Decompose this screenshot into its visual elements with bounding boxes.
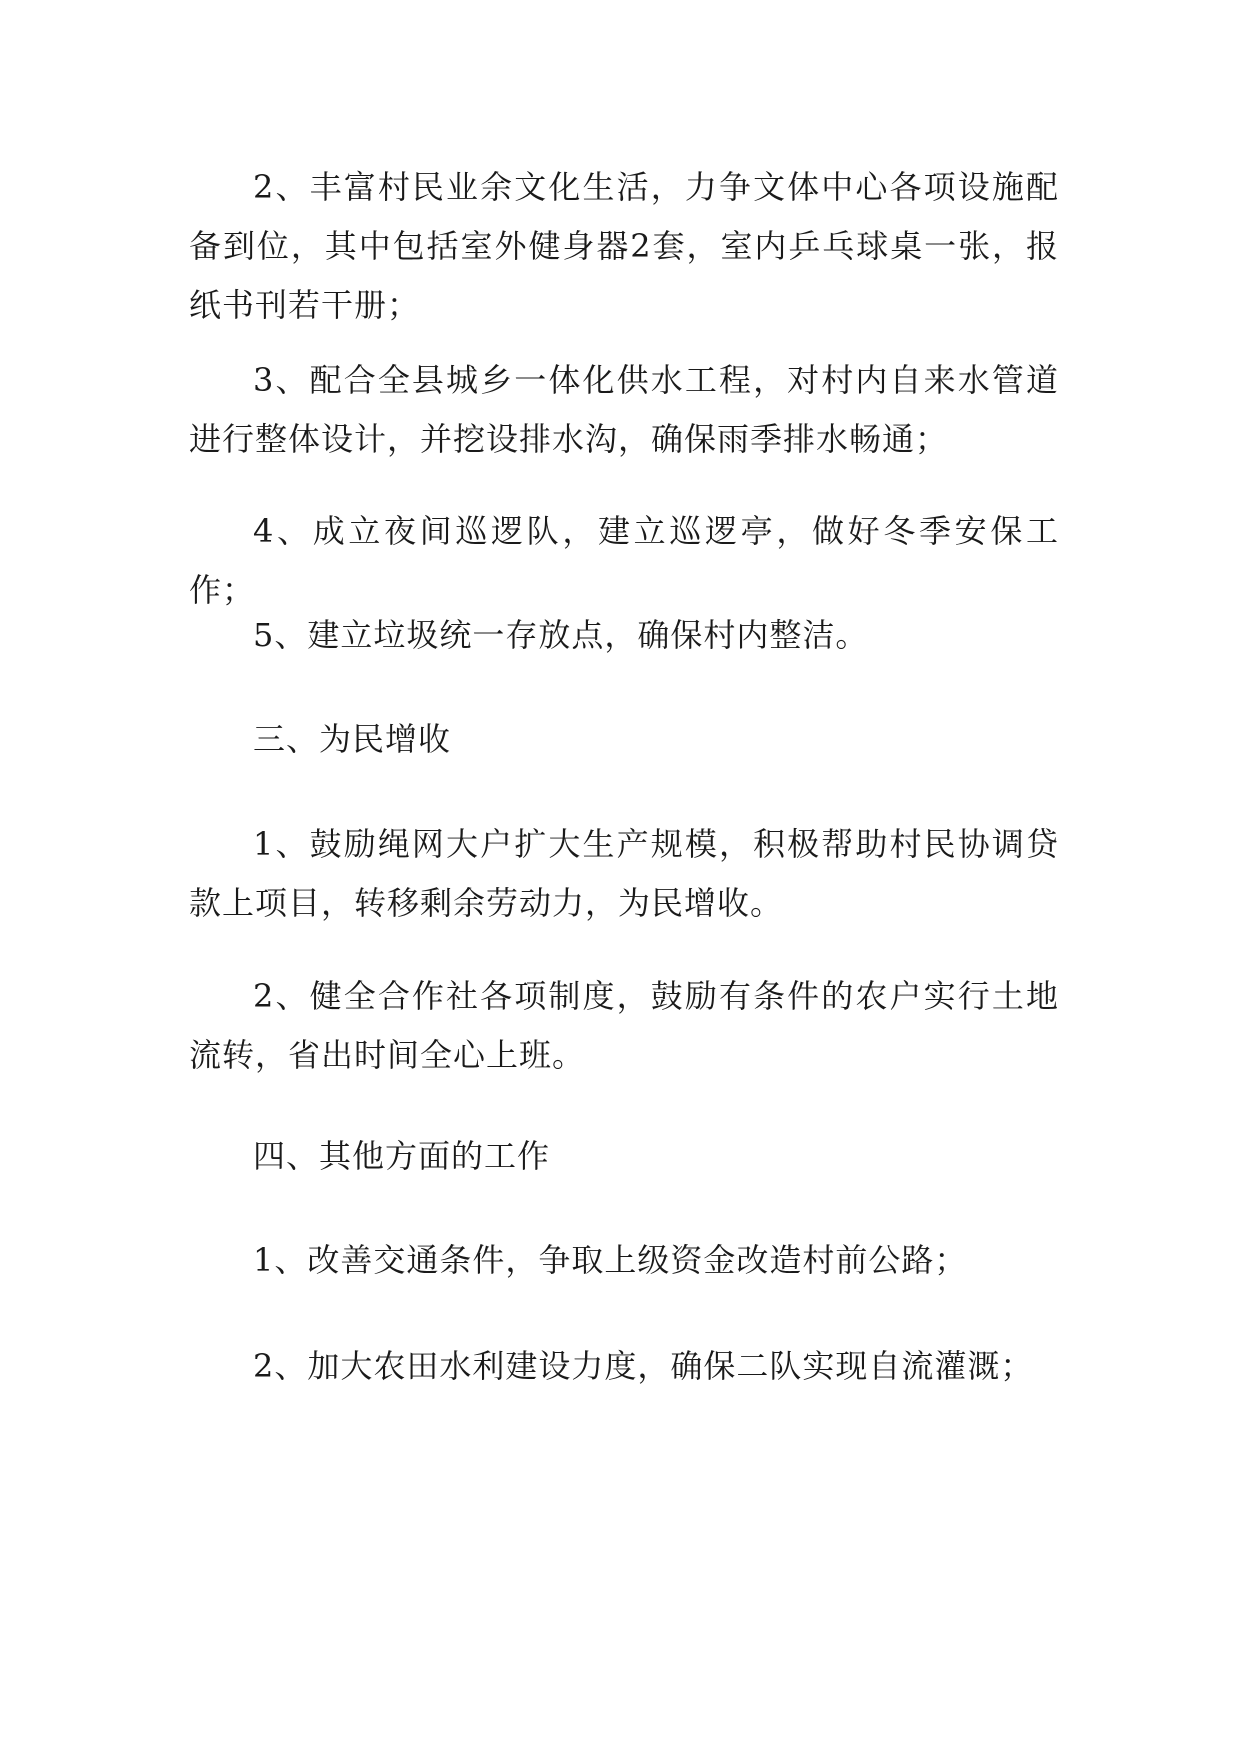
paragraph-culture-facilities: 2、丰富村民业余文化生活，力争文体中心各项设施配备到位，其中包括室外健身器2套，室内乒乓球桌一张，报纸书刊若干册；: [189, 168, 1059, 324]
paragraph-rope-net-production: 1、鼓励绳网大户扩大生产规模，积极帮助村民协调贷款上项目，转移剩余劳动力，为民增收。: [189, 825, 1059, 922]
paragraph-garbage-point: 5、建立垃圾统一存放点，确保村内整洁。: [253, 616, 869, 654]
paragraph-night-patrol: 4、成立夜间巡逻队，建立巡逻亭，做好冬季安保工作；: [189, 512, 1059, 609]
section-heading-other-work: 四、其他方面的工作: [253, 1137, 551, 1175]
paragraph-water-supply: 3、配合全县城乡一体化供水工程，对村内自来水管道进行整体设计，并挖设排水沟，确保雨季排水畅通；: [189, 361, 1059, 458]
paragraph-transport: 1、改善交通条件，争取上级资金改造村前公路；: [253, 1241, 968, 1279]
section-heading-income: 三、为民增收: [253, 720, 452, 758]
paragraph-irrigation: 2、加大农田水利建设力度，确保二队实现自流灌溉；: [253, 1347, 1034, 1385]
paragraph-cooperative: 2、健全合作社各项制度，鼓励有条件的农户实行土地流转，省出时间全心上班。: [189, 977, 1059, 1074]
